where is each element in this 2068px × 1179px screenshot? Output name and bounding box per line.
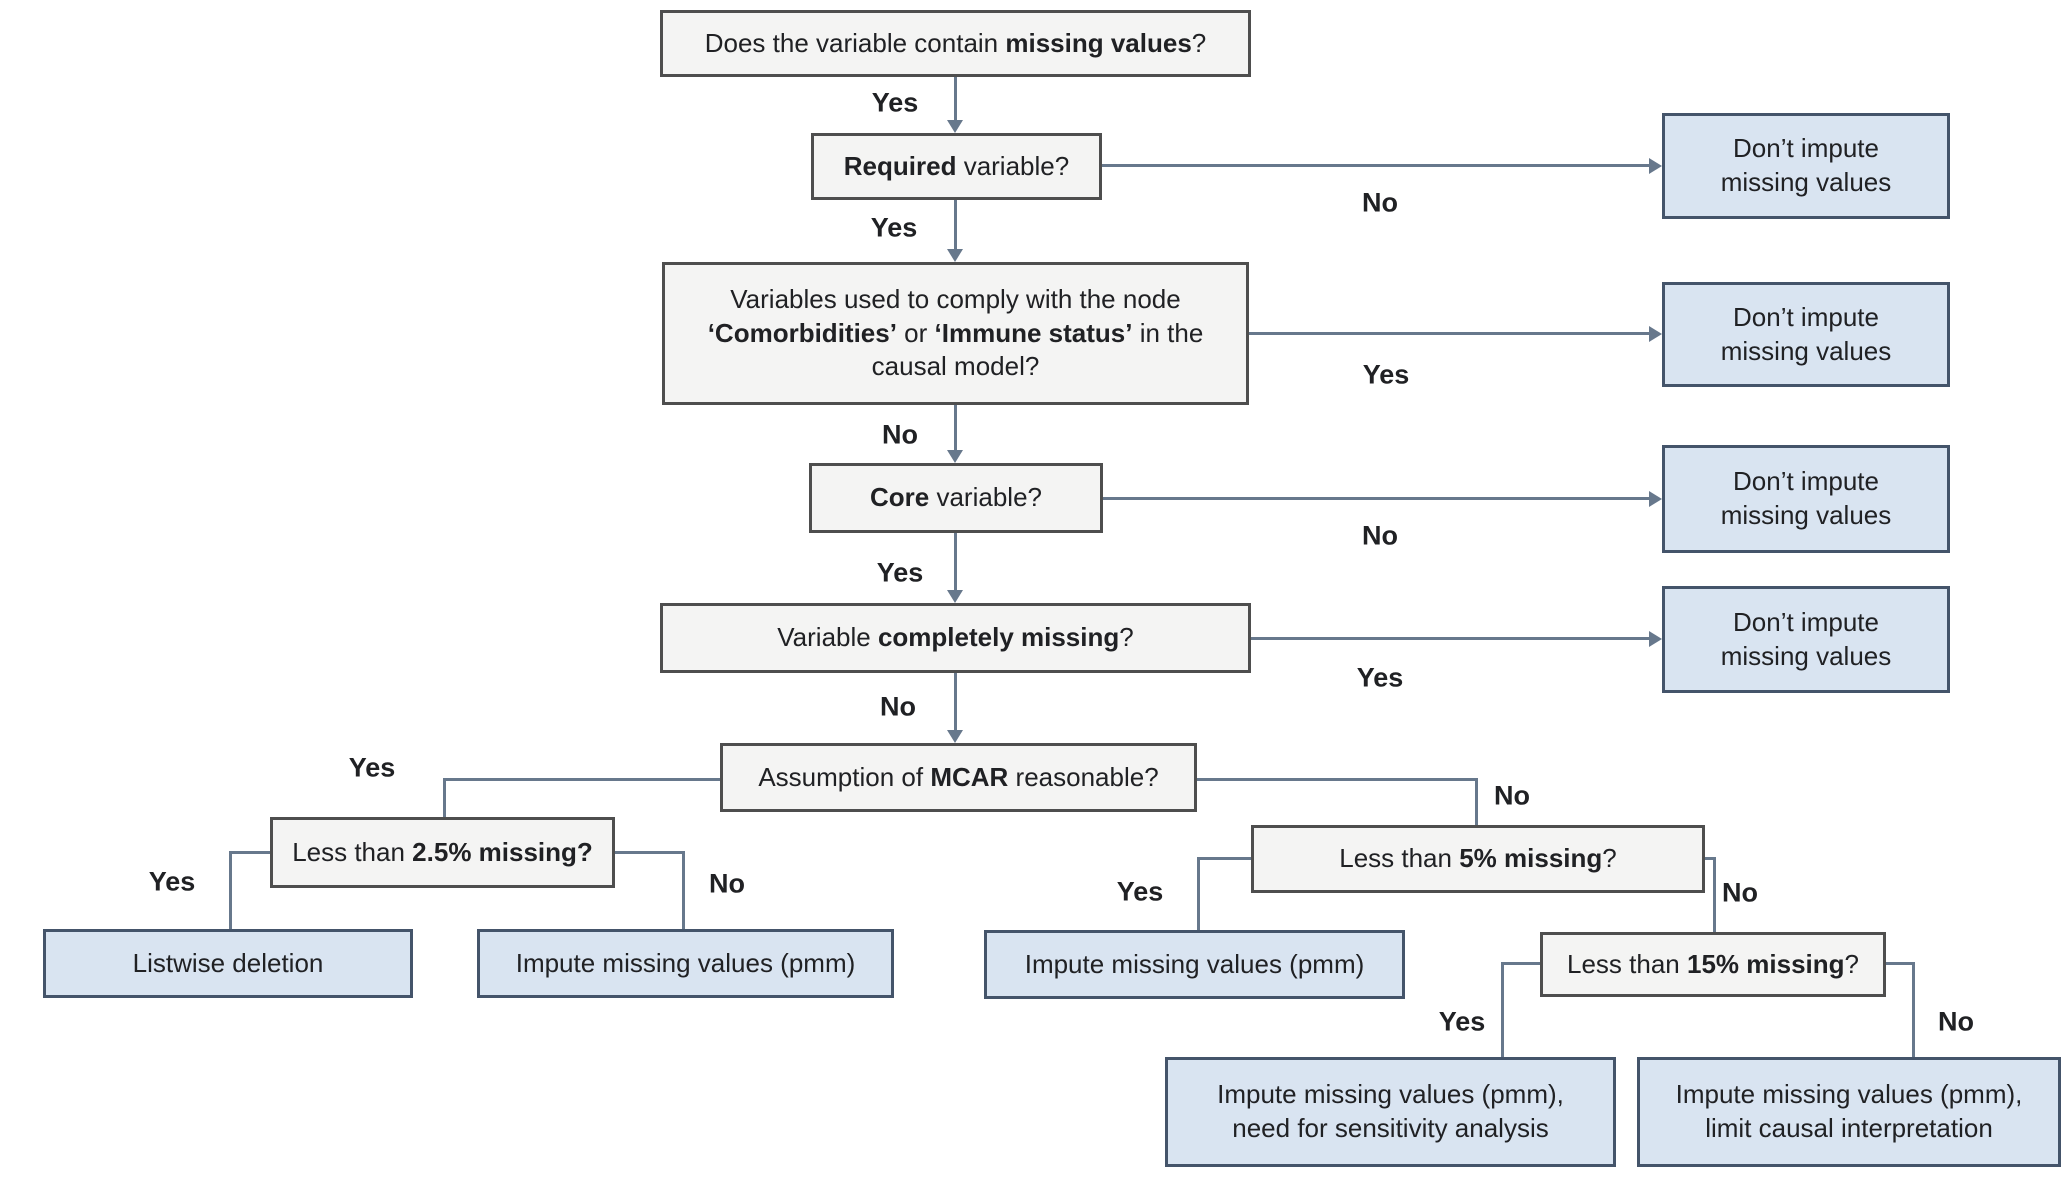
node-impute-pmm-mid-text: Impute missing values (pmm) [1024, 948, 1365, 979]
arrow-completely-missing-yes-line [1251, 637, 1649, 640]
connector-2-5-yes-h [229, 851, 270, 854]
edge-label-5-no: No [1722, 877, 1758, 908]
connector-15-yes-v [1501, 962, 1504, 1057]
edge-label-q5-no: No [880, 691, 916, 722]
r1-line-1: missing values [1720, 167, 1892, 197]
r3-line-0: Don’t impute [1733, 466, 1879, 497]
q7-seg-1: 2.5% missing? [412, 836, 593, 867]
arrow-required-no-head [1649, 158, 1662, 174]
arrow-comorbidities-yes-head [1649, 326, 1662, 342]
arrow-core-no-line [1103, 497, 1649, 500]
edge-label-15-no: No [1938, 1006, 1974, 1037]
node-comorbidities-immune-status-text [675, 283, 1236, 384]
q6-seg-0: Assumption of [758, 761, 931, 792]
node-dont-impute-4 [1662, 586, 1950, 693]
node-mcar-reasonable [720, 743, 1197, 812]
edge-label-q1-yes: Yes [871, 87, 919, 118]
node-impute-pmm-sensitivity [1165, 1057, 1616, 1167]
b5-line-0: Impute missing values (pmm), [1675, 1079, 2023, 1110]
arrow-q2-q3-head [947, 249, 963, 262]
q1-seg-1: missing values [1005, 27, 1192, 58]
q9-seg-0: Less than [1567, 948, 1687, 979]
edge-label-q3-yes: Yes [1362, 359, 1410, 390]
q5-seg-1: completely missing [877, 622, 1120, 653]
r4-line-0: Don’t impute [1733, 606, 1879, 637]
r2-line-1: missing values [1720, 335, 1892, 366]
node-impute-pmm-left [477, 929, 894, 998]
q1-seg-2: ? [1191, 27, 1207, 58]
q3-seg-4: in the causal model? [871, 317, 1204, 382]
arrow-completely-missing-yes-head [1649, 631, 1662, 647]
arrow-comorbidities-yes-line [1249, 332, 1649, 335]
node-core-variable [809, 463, 1103, 533]
b4-line-0: Impute missing values (pmm), [1217, 1079, 1564, 1110]
node-completely-missing [660, 603, 1251, 673]
edge-label-q3-no: No [882, 419, 918, 450]
arrow-q3-q4-line [954, 405, 957, 451]
connector-mcar-yes-h [443, 778, 720, 781]
connector-mcar-yes-v [443, 778, 446, 817]
connector-mcar-no-v [1475, 778, 1478, 825]
r3-line-1: missing values [1720, 500, 1892, 530]
b4-line-1: need for sensitivity analysis [1232, 1113, 1549, 1143]
q2-seg-1: variable? [956, 150, 1070, 181]
edge-label-mcar-no: No [1494, 780, 1530, 811]
node-listwise-deletion [43, 929, 413, 998]
node-dont-impute-4-text [1721, 606, 1892, 674]
node-contains-missing-values-text [705, 27, 1207, 61]
node-less-than-2-5-missing-text [292, 836, 593, 870]
arrow-q4-q5-head [947, 590, 963, 603]
arrow-q2-q3-line [954, 200, 957, 250]
q3-seg-0: Variables used to comply with the node [730, 283, 1181, 314]
arrow-q4-q5-line [954, 533, 957, 591]
node-less-than-15-missing [1540, 932, 1886, 997]
connector-5-yes-v [1197, 857, 1200, 930]
q5-seg-0: Variable [777, 622, 878, 653]
node-required-variable-text [844, 150, 1069, 184]
q6-seg-1: MCAR [930, 761, 1009, 792]
r1-line-0: Don’t impute [1733, 133, 1879, 164]
connector-mcar-no-h [1197, 778, 1478, 781]
q9-seg-1: 15% missing [1687, 948, 1845, 979]
node-comorbidities-immune-status [662, 262, 1249, 405]
edge-label-5-yes: Yes [1116, 876, 1164, 907]
connector-2-5-no-h [615, 851, 685, 854]
node-less-than-5-missing-text [1339, 842, 1617, 876]
node-dont-impute-2 [1662, 282, 1950, 387]
connector-15-no-h [1886, 962, 1915, 965]
q3-seg-1: ‘Comorbidities’ [707, 317, 897, 348]
node-impute-pmm-left-text: Impute missing values (pmm) [515, 947, 856, 978]
node-contains-missing-values [660, 10, 1251, 77]
edge-label-2-5-yes: Yes [148, 866, 196, 897]
node-dont-impute-1 [1662, 113, 1950, 219]
connector-15-yes-h [1501, 962, 1540, 965]
node-dont-impute-2-text [1721, 301, 1892, 369]
edge-label-mcar-yes: Yes [348, 752, 396, 783]
q4-seg-0: Core [870, 482, 930, 513]
arrow-q1-q2-line [954, 77, 957, 121]
q3-seg-3: ‘Immune status’ [934, 317, 1133, 348]
node-required-variable [811, 133, 1102, 200]
q8-seg-0: Less than [1339, 843, 1460, 874]
edge-label-q4-yes: Yes [876, 557, 924, 588]
connector-2-5-no-v [682, 851, 685, 929]
q1-seg-0: Does the variable contain [704, 27, 1006, 58]
arrow-required-no-line [1102, 164, 1649, 167]
r4-line-1: missing values [1720, 640, 1892, 671]
node-mcar-reasonable-text [758, 761, 1158, 795]
connector-15-no-v [1912, 962, 1915, 1057]
node-dont-impute-3 [1662, 445, 1950, 553]
node-impute-pmm-limit-causal [1637, 1057, 2061, 1167]
edge-label-15-yes: Yes [1438, 1006, 1486, 1037]
connector-2-5-yes-v [229, 851, 232, 929]
q7-seg-0: Less than [292, 836, 413, 867]
r2-line-0: Don’t impute [1733, 301, 1879, 332]
arrow-q5-q6-line [954, 673, 957, 731]
q3-seg-2: or [896, 317, 935, 348]
edge-label-q2-no: No [1362, 187, 1398, 218]
b5-line-1: limit causal interpretation [1705, 1113, 1993, 1143]
q2-seg-0: Required [843, 150, 957, 181]
node-core-variable-text [870, 481, 1042, 515]
node-impute-pmm-mid [984, 930, 1405, 999]
node-less-than-2-5-missing [270, 817, 615, 888]
q6-seg-2: reasonable? [1008, 761, 1159, 792]
node-less-than-5-missing [1251, 825, 1705, 893]
node-listwise-deletion-text: Listwise deletion [132, 947, 324, 978]
q8-seg-2: ? [1602, 843, 1617, 874]
node-less-than-15-missing-text [1567, 948, 1859, 982]
node-dont-impute-3-text [1721, 465, 1892, 533]
edge-label-2-5-no: No [709, 868, 745, 899]
arrow-q1-q2-head [947, 120, 963, 133]
q8-seg-1: 5% missing [1459, 843, 1603, 874]
arrow-q3-q4-head [947, 450, 963, 463]
node-dont-impute-1-text [1721, 132, 1892, 200]
node-impute-pmm-sensitivity-text [1217, 1078, 1564, 1146]
q5-seg-2: ? [1119, 622, 1134, 653]
node-completely-missing-text [777, 621, 1133, 655]
edge-label-q4-no: No [1362, 520, 1398, 551]
edge-label-q2-yes: Yes [870, 212, 918, 243]
connector-5-yes-h [1197, 857, 1251, 860]
arrow-core-no-head [1649, 491, 1662, 507]
arrow-q5-q6-head [947, 730, 963, 743]
connector-5-no-v [1713, 857, 1716, 932]
edge-label-q5-yes: Yes [1356, 662, 1404, 693]
q4-seg-1: variable? [929, 482, 1042, 513]
q9-seg-2: ? [1844, 948, 1859, 979]
node-impute-pmm-limit-causal-text [1676, 1078, 2023, 1146]
